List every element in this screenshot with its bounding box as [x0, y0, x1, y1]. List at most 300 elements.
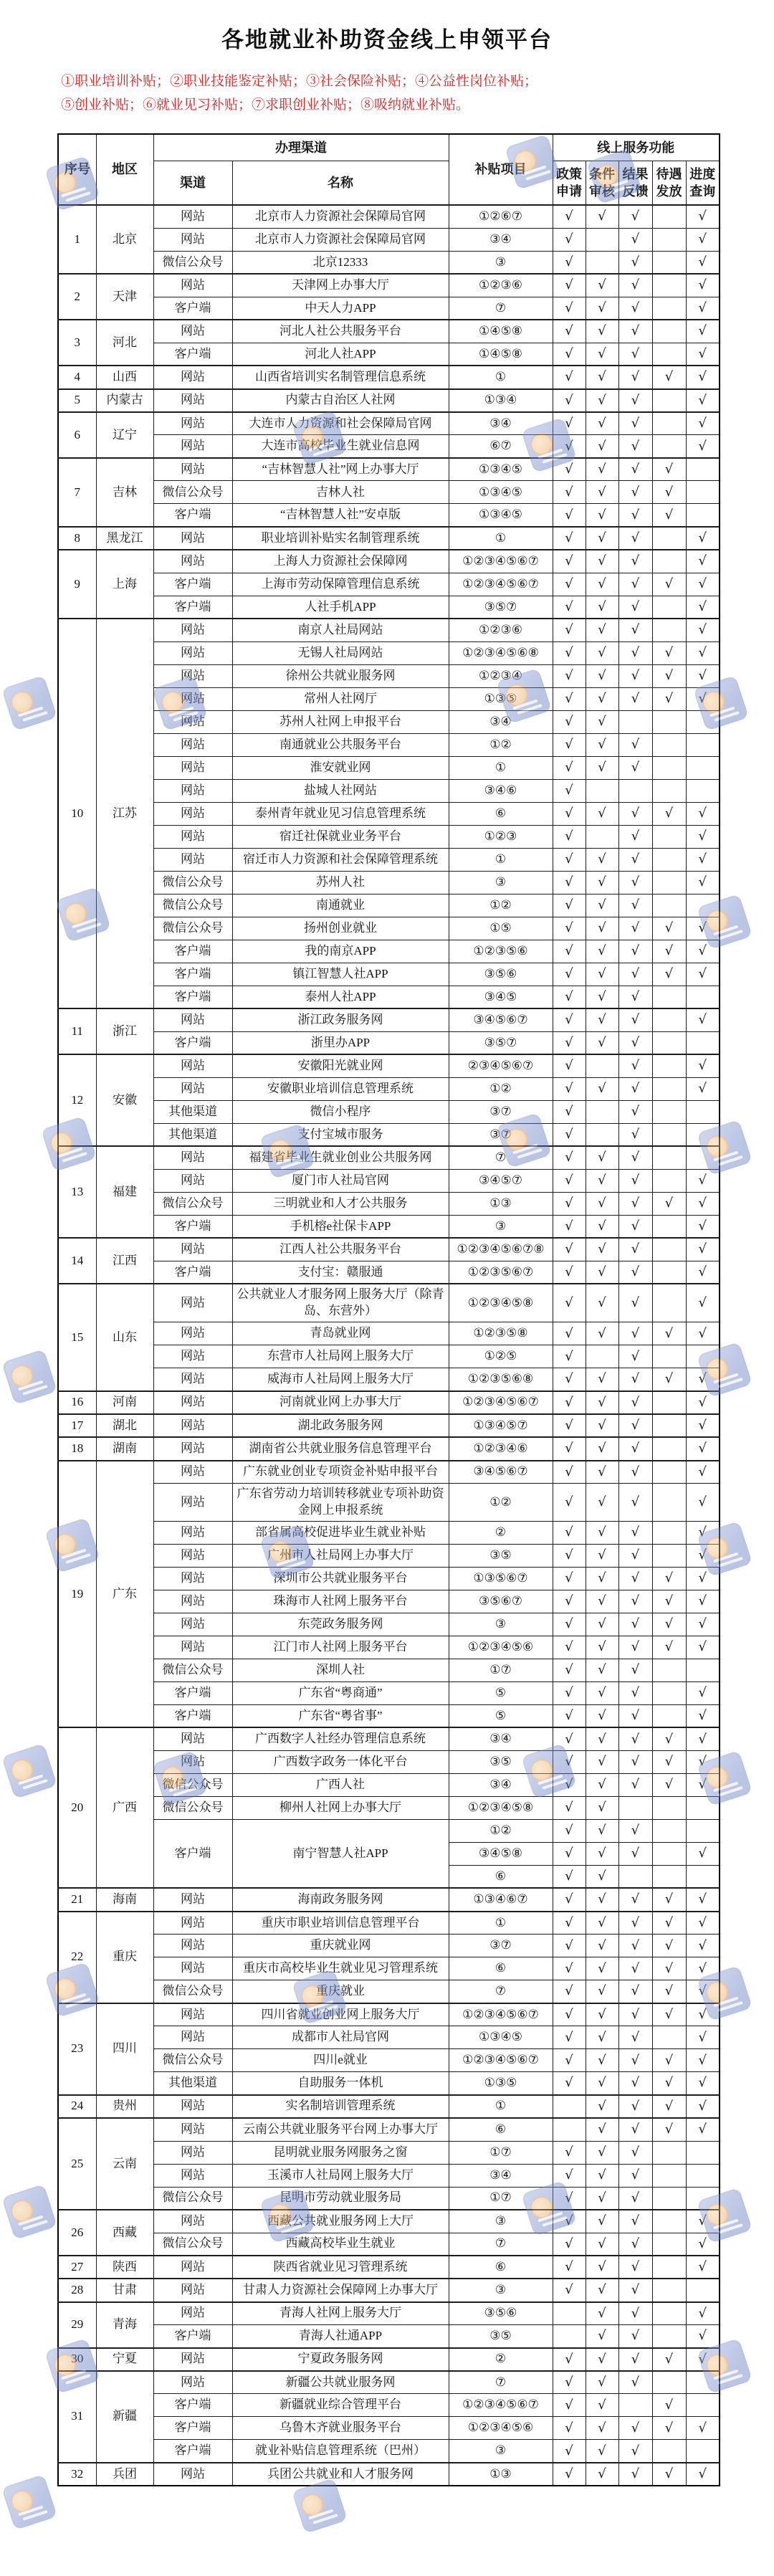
platform-name-cell: 东莞政务服务网	[232, 1613, 449, 1636]
header-name: 名称	[232, 161, 449, 205]
feature-check-cell: √	[686, 228, 720, 251]
table-row	[58, 1169, 720, 1192]
table-row	[58, 2348, 720, 2371]
stamp-seal-icon	[8, 688, 36, 716]
platform-name-cell: 威海市人社局网上服务大厅	[232, 1368, 449, 1391]
feature-check-cell: √	[618, 1123, 652, 1146]
subsidy-items-cell: ①②③⑤⑥⑦	[449, 1261, 553, 1284]
feature-check-cell	[686, 1146, 720, 1169]
platform-name-cell: 支付宝：赣服通	[232, 1261, 449, 1284]
feature-check-cell: √	[652, 2118, 686, 2141]
channel-cell: 微信公众号	[153, 1773, 232, 1796]
platform-name-cell: 实名制培训管理系统	[232, 2095, 449, 2118]
feature-check-cell	[652, 619, 686, 641]
feature-check-cell: √	[553, 1773, 586, 1796]
platform-name-cell: 广西数字人社经办管理信息系统	[232, 1727, 449, 1750]
platform-name-cell: 大连市高校毕业生就业信息网	[232, 435, 449, 458]
feature-check-cell	[686, 481, 720, 504]
feature-check-cell: √	[618, 1727, 652, 1750]
subsidy-items-cell: ①②③⑥	[449, 619, 553, 641]
platform-name-cell: 浙江政务服务网	[232, 1008, 449, 1031]
table-row	[58, 228, 720, 251]
feature-check-cell: √	[686, 825, 720, 848]
feature-check-cell: √	[553, 1192, 586, 1215]
table-row	[58, 2049, 720, 2072]
feature-check-cell	[686, 710, 720, 733]
table-row	[58, 1636, 720, 1659]
feature-check-cell	[652, 733, 686, 756]
feature-check-cell: √	[586, 1215, 618, 1238]
subsidy-items-cell: ③	[449, 871, 553, 894]
feature-check-cell: √	[586, 1727, 618, 1750]
channel-cell: 网站	[153, 205, 232, 228]
feature-check-cell: √	[553, 481, 586, 504]
platform-name-cell: 新疆公共就业服务网	[232, 2371, 449, 2394]
feature-check-cell	[686, 1865, 720, 1888]
feature-check-cell: √	[586, 2003, 618, 2026]
feature-check-cell: √	[586, 1146, 618, 1169]
channel-cell: 客户端	[153, 504, 232, 527]
feature-check-cell	[652, 1681, 686, 1704]
feature-check-cell: √	[686, 1567, 720, 1590]
table-row	[58, 986, 720, 1008]
channel-cell: 微信公众号	[153, 1980, 232, 2003]
feature-check-cell	[586, 1345, 618, 1368]
feature-check-cell	[652, 435, 686, 458]
region-index-cell: 31	[58, 2371, 96, 2463]
subsidy-items-cell: ①②③⑤⑧	[449, 1322, 553, 1345]
channel-cell: 网站	[153, 641, 232, 664]
table-row	[58, 1461, 720, 1484]
header-feature-condition-review: 条件审核	[586, 161, 618, 205]
feature-check-cell: √	[586, 963, 618, 986]
feature-check-cell: √	[553, 641, 586, 664]
region-index-cell: 13	[58, 1146, 96, 1238]
feature-check-cell: √	[586, 1484, 618, 1522]
feature-check-cell: √	[652, 481, 686, 504]
stamp-badge-icon	[1, 2184, 57, 2240]
feature-check-cell: √	[586, 1704, 618, 1727]
header-channel-group: 办理渠道	[153, 134, 449, 161]
region-name-cell: 陕西	[96, 2256, 153, 2279]
feature-check-cell: √	[586, 527, 618, 550]
channel-cell: 网站	[153, 1888, 232, 1911]
feature-check-cell	[652, 1284, 686, 1322]
region-name-cell: 云南	[96, 2118, 153, 2210]
platform-name-cell: 浙里办APP	[232, 1031, 449, 1054]
platform-name-cell: 三明就业和人才公共服务	[232, 1192, 449, 1215]
feature-check-cell: √	[618, 1077, 652, 1100]
platform-name-cell: 海南政务服务网	[232, 1888, 449, 1911]
channel-cell: 网站	[153, 2095, 232, 2118]
feature-check-cell: √	[553, 205, 586, 228]
feature-check-cell	[686, 504, 720, 527]
feature-check-cell: √	[553, 1865, 586, 1888]
platform-name-cell: 昆明就业服务网服务之窗	[232, 2141, 449, 2164]
platform-name-cell: 四川e就业	[232, 2049, 449, 2072]
feature-check-cell: √	[618, 1935, 652, 1957]
feature-check-cell: √	[618, 2463, 652, 2486]
table-row	[58, 2118, 720, 2141]
feature-check-cell	[652, 527, 686, 550]
feature-check-cell: √	[686, 940, 720, 963]
region-index-cell: 4	[58, 366, 96, 388]
channel-cell: 网站	[153, 2026, 232, 2049]
platform-name-cell: 广东就业创业专项资金补贴申报平台	[232, 1461, 449, 1484]
feature-check-cell: √	[553, 389, 586, 412]
feature-check-cell: √	[686, 1544, 720, 1567]
feature-check-cell: √	[686, 550, 720, 573]
stamp-text-line	[717, 1786, 742, 1797]
feature-check-cell: √	[618, 756, 652, 779]
channel-cell: 网站	[153, 1054, 232, 1077]
feature-check-cell	[652, 2302, 686, 2325]
region-index-cell: 5	[58, 389, 96, 412]
table-row	[58, 1773, 720, 1796]
table-row	[58, 894, 720, 917]
feature-check-cell	[652, 2440, 686, 2463]
feature-check-cell: √	[652, 2417, 686, 2440]
feature-check-cell: √	[553, 458, 586, 481]
platform-name-cell: 深圳人社	[232, 1659, 449, 1681]
feature-check-cell	[652, 848, 686, 871]
feature-check-cell: √	[553, 1391, 586, 1414]
table-row	[58, 2233, 720, 2256]
feature-check-cell: √	[618, 894, 652, 917]
stamp-text-line	[18, 1775, 43, 1785]
feature-check-cell: √	[686, 1238, 720, 1261]
feature-check-cell: √	[586, 1912, 618, 1935]
platform-name-cell: 内蒙古自治区人社网	[232, 389, 449, 412]
region-name-cell: 新疆	[96, 2371, 153, 2463]
feature-check-cell: √	[553, 2141, 586, 2164]
platform-name-cell: 吉林人社	[232, 481, 449, 504]
feature-check-cell: √	[686, 2095, 720, 2118]
platform-name-cell: 公共就业人才服务网上服务大厅（除青岛、东营外）	[232, 1284, 449, 1322]
feature-check-cell	[652, 1008, 686, 1031]
feature-check-cell: √	[553, 1842, 586, 1865]
channel-cell: 网站	[153, 1368, 232, 1391]
feature-check-cell: √	[553, 1146, 586, 1169]
channel-cell: 网站	[153, 1727, 232, 1750]
stamp-text-line	[312, 2514, 338, 2524]
feature-check-cell: √	[618, 1636, 652, 1659]
feature-check-cell: √	[686, 297, 720, 320]
region-index-cell: 18	[58, 1437, 96, 1460]
table-row	[58, 2325, 720, 2348]
feature-check-cell: √	[652, 1590, 686, 1613]
feature-check-cell: √	[553, 1980, 586, 2003]
region-name-cell: 河南	[96, 1391, 153, 1414]
feature-check-cell	[652, 2141, 686, 2164]
subsidy-items-cell: ①③⑤⑥⑦	[449, 1567, 553, 1590]
table-row	[58, 2164, 720, 2187]
feature-check-cell: √	[618, 2049, 652, 2072]
table-row	[58, 297, 720, 320]
feature-check-cell: √	[553, 251, 586, 274]
region-name-cell: 黑龙江	[96, 527, 153, 550]
feature-check-cell: √	[618, 297, 652, 320]
feature-check-cell	[652, 1484, 686, 1522]
feature-check-cell: √	[618, 802, 652, 825]
feature-check-cell: √	[618, 573, 652, 596]
feature-check-cell: √	[686, 1935, 720, 1957]
platform-name-cell: 苏州人社	[232, 871, 449, 894]
region-index-cell: 27	[58, 2256, 96, 2279]
feature-check-cell: √	[586, 2325, 618, 2348]
feature-check-cell: √	[618, 1613, 652, 1636]
feature-check-cell: √	[618, 274, 652, 297]
feature-check-cell: √	[586, 2302, 618, 2325]
table-row	[58, 481, 720, 504]
feature-check-cell: √	[618, 1391, 652, 1414]
region-name-cell: 天津	[96, 274, 153, 320]
feature-check-cell: √	[618, 917, 652, 940]
channel-cell: 网站	[153, 2141, 232, 2164]
feature-check-cell: √	[686, 2463, 720, 2486]
subsidy-items-cell: ①②③	[449, 825, 553, 848]
feature-check-cell: √	[618, 1461, 652, 1484]
feature-check-cell: √	[686, 2210, 720, 2233]
region-index-cell: 9	[58, 550, 96, 619]
feature-check-cell: √	[553, 1544, 586, 1567]
channel-cell: 客户端	[153, 1704, 232, 1727]
channel-cell: 网站	[153, 1077, 232, 1100]
subsidy-items-cell: ①③④	[449, 389, 553, 412]
feature-check-cell: √	[553, 596, 586, 619]
stamp-text-line	[717, 2223, 742, 2234]
platform-name-cell: 广东省“粤商通”	[232, 1681, 449, 1704]
table-row	[58, 251, 720, 274]
feature-check-cell: √	[686, 389, 720, 412]
feature-check-cell: √	[553, 274, 586, 297]
channel-cell: 网站	[153, 2279, 232, 2301]
table-row	[58, 2440, 720, 2463]
platform-name-cell: 深圳市公共就业服务平台	[232, 1567, 449, 1590]
channel-cell: 网站	[153, 1613, 232, 1636]
subsidy-items-cell: ①②③④⑤⑥⑦	[449, 2394, 553, 2417]
platform-name-cell: 广东省劳动力培训转移就业专项补助资金网上申报系统	[232, 1484, 449, 1522]
feature-check-cell: √	[586, 802, 618, 825]
region-name-cell: 西藏	[96, 2210, 153, 2256]
feature-check-cell	[686, 756, 720, 779]
feature-check-cell: √	[586, 1368, 618, 1391]
feature-check-cell	[686, 1031, 720, 1054]
table-row	[58, 1437, 720, 1460]
feature-check-cell: √	[618, 2417, 652, 2440]
region-name-cell: 广西	[96, 1727, 153, 1888]
feature-check-cell: √	[618, 435, 652, 458]
feature-check-cell	[652, 710, 686, 733]
platform-name-cell: 江门市人社网上服务平台	[232, 1636, 449, 1659]
table-row	[58, 848, 720, 871]
channel-cell: 网站	[153, 1322, 232, 1345]
feature-check-cell	[686, 986, 720, 1008]
feature-check-cell: √	[586, 1567, 618, 1590]
subsidy-items-cell: ③④⑤⑥⑦	[449, 1461, 553, 1484]
feature-check-cell: √	[686, 1461, 720, 1484]
feature-check-cell	[586, 825, 618, 848]
table-row	[58, 1659, 720, 1681]
feature-check-cell: √	[586, 1819, 618, 1842]
stamp-text-line	[18, 707, 43, 717]
subsidy-items-cell: ①②③⑤⑥⑧	[449, 1368, 553, 1391]
channel-cell: 微信公众号	[153, 1796, 232, 1819]
channel-cell: 客户端	[153, 343, 232, 366]
table-row	[58, 1613, 720, 1636]
feature-check-cell	[652, 1215, 686, 1238]
channel-cell: 微信公众号	[153, 1192, 232, 1215]
feature-check-cell: √	[586, 1935, 618, 1957]
feature-check-cell	[686, 1100, 720, 1123]
feature-check-cell	[652, 389, 686, 412]
platform-name-cell: 甘肃人力资源社会保障网上办事大厅	[232, 2279, 449, 2301]
feature-check-cell: √	[652, 1368, 686, 1391]
feature-check-cell: √	[618, 1567, 652, 1590]
channel-cell: 客户端	[153, 1031, 232, 1054]
platform-name-cell: 山西省培训实名制管理信息系统	[232, 366, 449, 388]
feature-check-cell	[618, 2394, 652, 2417]
table-row	[58, 596, 720, 619]
table-row	[58, 1322, 720, 1345]
feature-check-cell: √	[686, 527, 720, 550]
feature-check-cell: √	[686, 1980, 720, 2003]
feature-check-cell: √	[553, 1238, 586, 1261]
subsidy-items-cell: ⑥	[449, 2256, 553, 2279]
platform-name-cell: 淮安就业网	[232, 756, 449, 779]
feature-check-cell	[652, 1521, 686, 1544]
feature-check-cell	[618, 710, 652, 733]
platform-name-cell: 苏州人社网上申报平台	[232, 710, 449, 733]
feature-check-cell	[652, 871, 686, 894]
subsidy-items-cell: ③⑤⑥	[449, 963, 553, 986]
table-row	[58, 2279, 720, 2301]
feature-check-cell: √	[586, 2164, 618, 2187]
feature-check-cell: √	[553, 986, 586, 1008]
channel-cell: 客户端	[153, 1215, 232, 1238]
feature-check-cell: √	[618, 1322, 652, 1345]
platform-name-cell: 河北人社公共服务平台	[232, 320, 449, 343]
feature-check-cell: √	[686, 1842, 720, 1865]
feature-check-cell: √	[586, 1322, 618, 1345]
feature-check-cell: √	[553, 1077, 586, 1100]
platform-name-cell: 广西人社	[232, 1773, 449, 1796]
subsidy-items-cell: ①②	[449, 1484, 553, 1522]
feature-check-cell: √	[553, 1935, 586, 1957]
feature-check-cell: √	[686, 1957, 720, 1980]
feature-check-cell: √	[586, 2072, 618, 2095]
feature-check-cell	[652, 1031, 686, 1054]
platform-name-cell: 我的南京APP	[232, 940, 449, 963]
subsidy-items-cell: ①②③④⑤⑥⑦	[449, 2003, 553, 2026]
feature-check-cell: √	[553, 1957, 586, 1980]
channel-cell: 网站	[153, 687, 232, 710]
feature-check-cell: √	[553, 963, 586, 986]
feature-check-cell	[652, 1659, 686, 1681]
subsidy-platform-table	[57, 133, 720, 2487]
table-row	[58, 1261, 720, 1284]
feature-check-cell: √	[586, 320, 618, 343]
stamp-badge-icon	[1, 2474, 57, 2530]
feature-check-cell: √	[686, 871, 720, 894]
channel-cell: 微信公众号	[153, 2233, 232, 2256]
channel-cell: 网站	[153, 1008, 232, 1031]
region-index-cell: 16	[58, 1391, 96, 1414]
subsidy-items-cell: ①②③⑤⑥	[449, 940, 553, 963]
feature-check-cell: √	[553, 366, 586, 388]
region-index-cell: 19	[58, 1461, 96, 1728]
feature-check-cell: √	[686, 1414, 720, 1437]
feature-check-cell: √	[618, 641, 652, 664]
feature-check-cell: √	[652, 940, 686, 963]
table-row	[58, 1521, 720, 1544]
feature-check-cell: √	[586, 2233, 618, 2256]
platform-name-cell: 西藏公共就业服务网上大厅	[232, 2210, 449, 2233]
feature-check-cell: √	[586, 1261, 618, 1284]
feature-check-cell: √	[652, 2463, 686, 2486]
channel-cell: 网站	[153, 412, 232, 435]
channel-cell: 微信公众号	[153, 1659, 232, 1681]
stamp-text-line	[717, 2001, 742, 2012]
feature-check-cell: √	[553, 2233, 586, 2256]
feature-check-cell: √	[553, 940, 586, 963]
feature-check-cell	[652, 1544, 686, 1567]
feature-check-cell: √	[652, 1192, 686, 1215]
channel-cell: 网站	[153, 733, 232, 756]
table-row	[58, 389, 720, 412]
feature-check-cell: √	[553, 2394, 586, 2417]
subsidy-items-cell: ①⑦	[449, 2141, 553, 2164]
channel-cell: 客户端	[153, 2417, 232, 2440]
feature-check-cell: √	[618, 504, 652, 527]
feature-check-cell: √	[586, 2394, 618, 2417]
channel-cell: 网站	[153, 1146, 232, 1169]
feature-check-cell: √	[618, 389, 652, 412]
channel-cell: 网站	[153, 779, 232, 802]
channel-cell: 客户端	[153, 2325, 232, 2348]
feature-check-cell: √	[618, 343, 652, 366]
feature-check-cell: √	[586, 504, 618, 527]
feature-check-cell: √	[686, 802, 720, 825]
platform-name-cell: 玉溪市人社局网上服务大厅	[232, 2164, 449, 2187]
subsidy-items-cell: ①③④⑥⑦	[449, 1888, 553, 1911]
channel-cell: 网站	[153, 1238, 232, 1261]
stamp-seal-icon	[298, 2491, 326, 2519]
feature-check-cell: √	[553, 1819, 586, 1842]
feature-check-cell	[652, 343, 686, 366]
platform-name-cell: 四川省就业创业网上服务大厅	[232, 2003, 449, 2026]
region-name-cell: 湖北	[96, 1414, 153, 1437]
platform-name-cell: 重庆市高校毕业生就业见习管理系统	[232, 1957, 449, 1980]
feature-check-cell: √	[586, 2026, 618, 2049]
table-row	[58, 2394, 720, 2417]
subsidy-items-cell: ①④⑤⑧	[449, 343, 553, 366]
feature-check-cell: √	[686, 1773, 720, 1796]
feature-check-cell: √	[686, 1322, 720, 1345]
subsidy-items-cell: ⑦	[449, 1146, 553, 1169]
header-feature-policy-apply: 政策申请	[553, 161, 586, 205]
platform-name-cell: 湖北政务服务网	[232, 1414, 449, 1437]
feature-check-cell: √	[586, 2348, 618, 2371]
platform-name-cell: 徐州公共就业服务网	[232, 664, 449, 687]
feature-check-cell: √	[652, 2049, 686, 2072]
table-row	[58, 1123, 720, 1146]
table-row	[58, 1980, 720, 2003]
platform-name-cell: 广东省“粤省事”	[232, 1704, 449, 1727]
feature-check-cell: √	[686, 2302, 720, 2325]
watermark-stamp	[1, 1349, 57, 1405]
subsidy-items-cell: ⑥	[449, 2118, 553, 2141]
